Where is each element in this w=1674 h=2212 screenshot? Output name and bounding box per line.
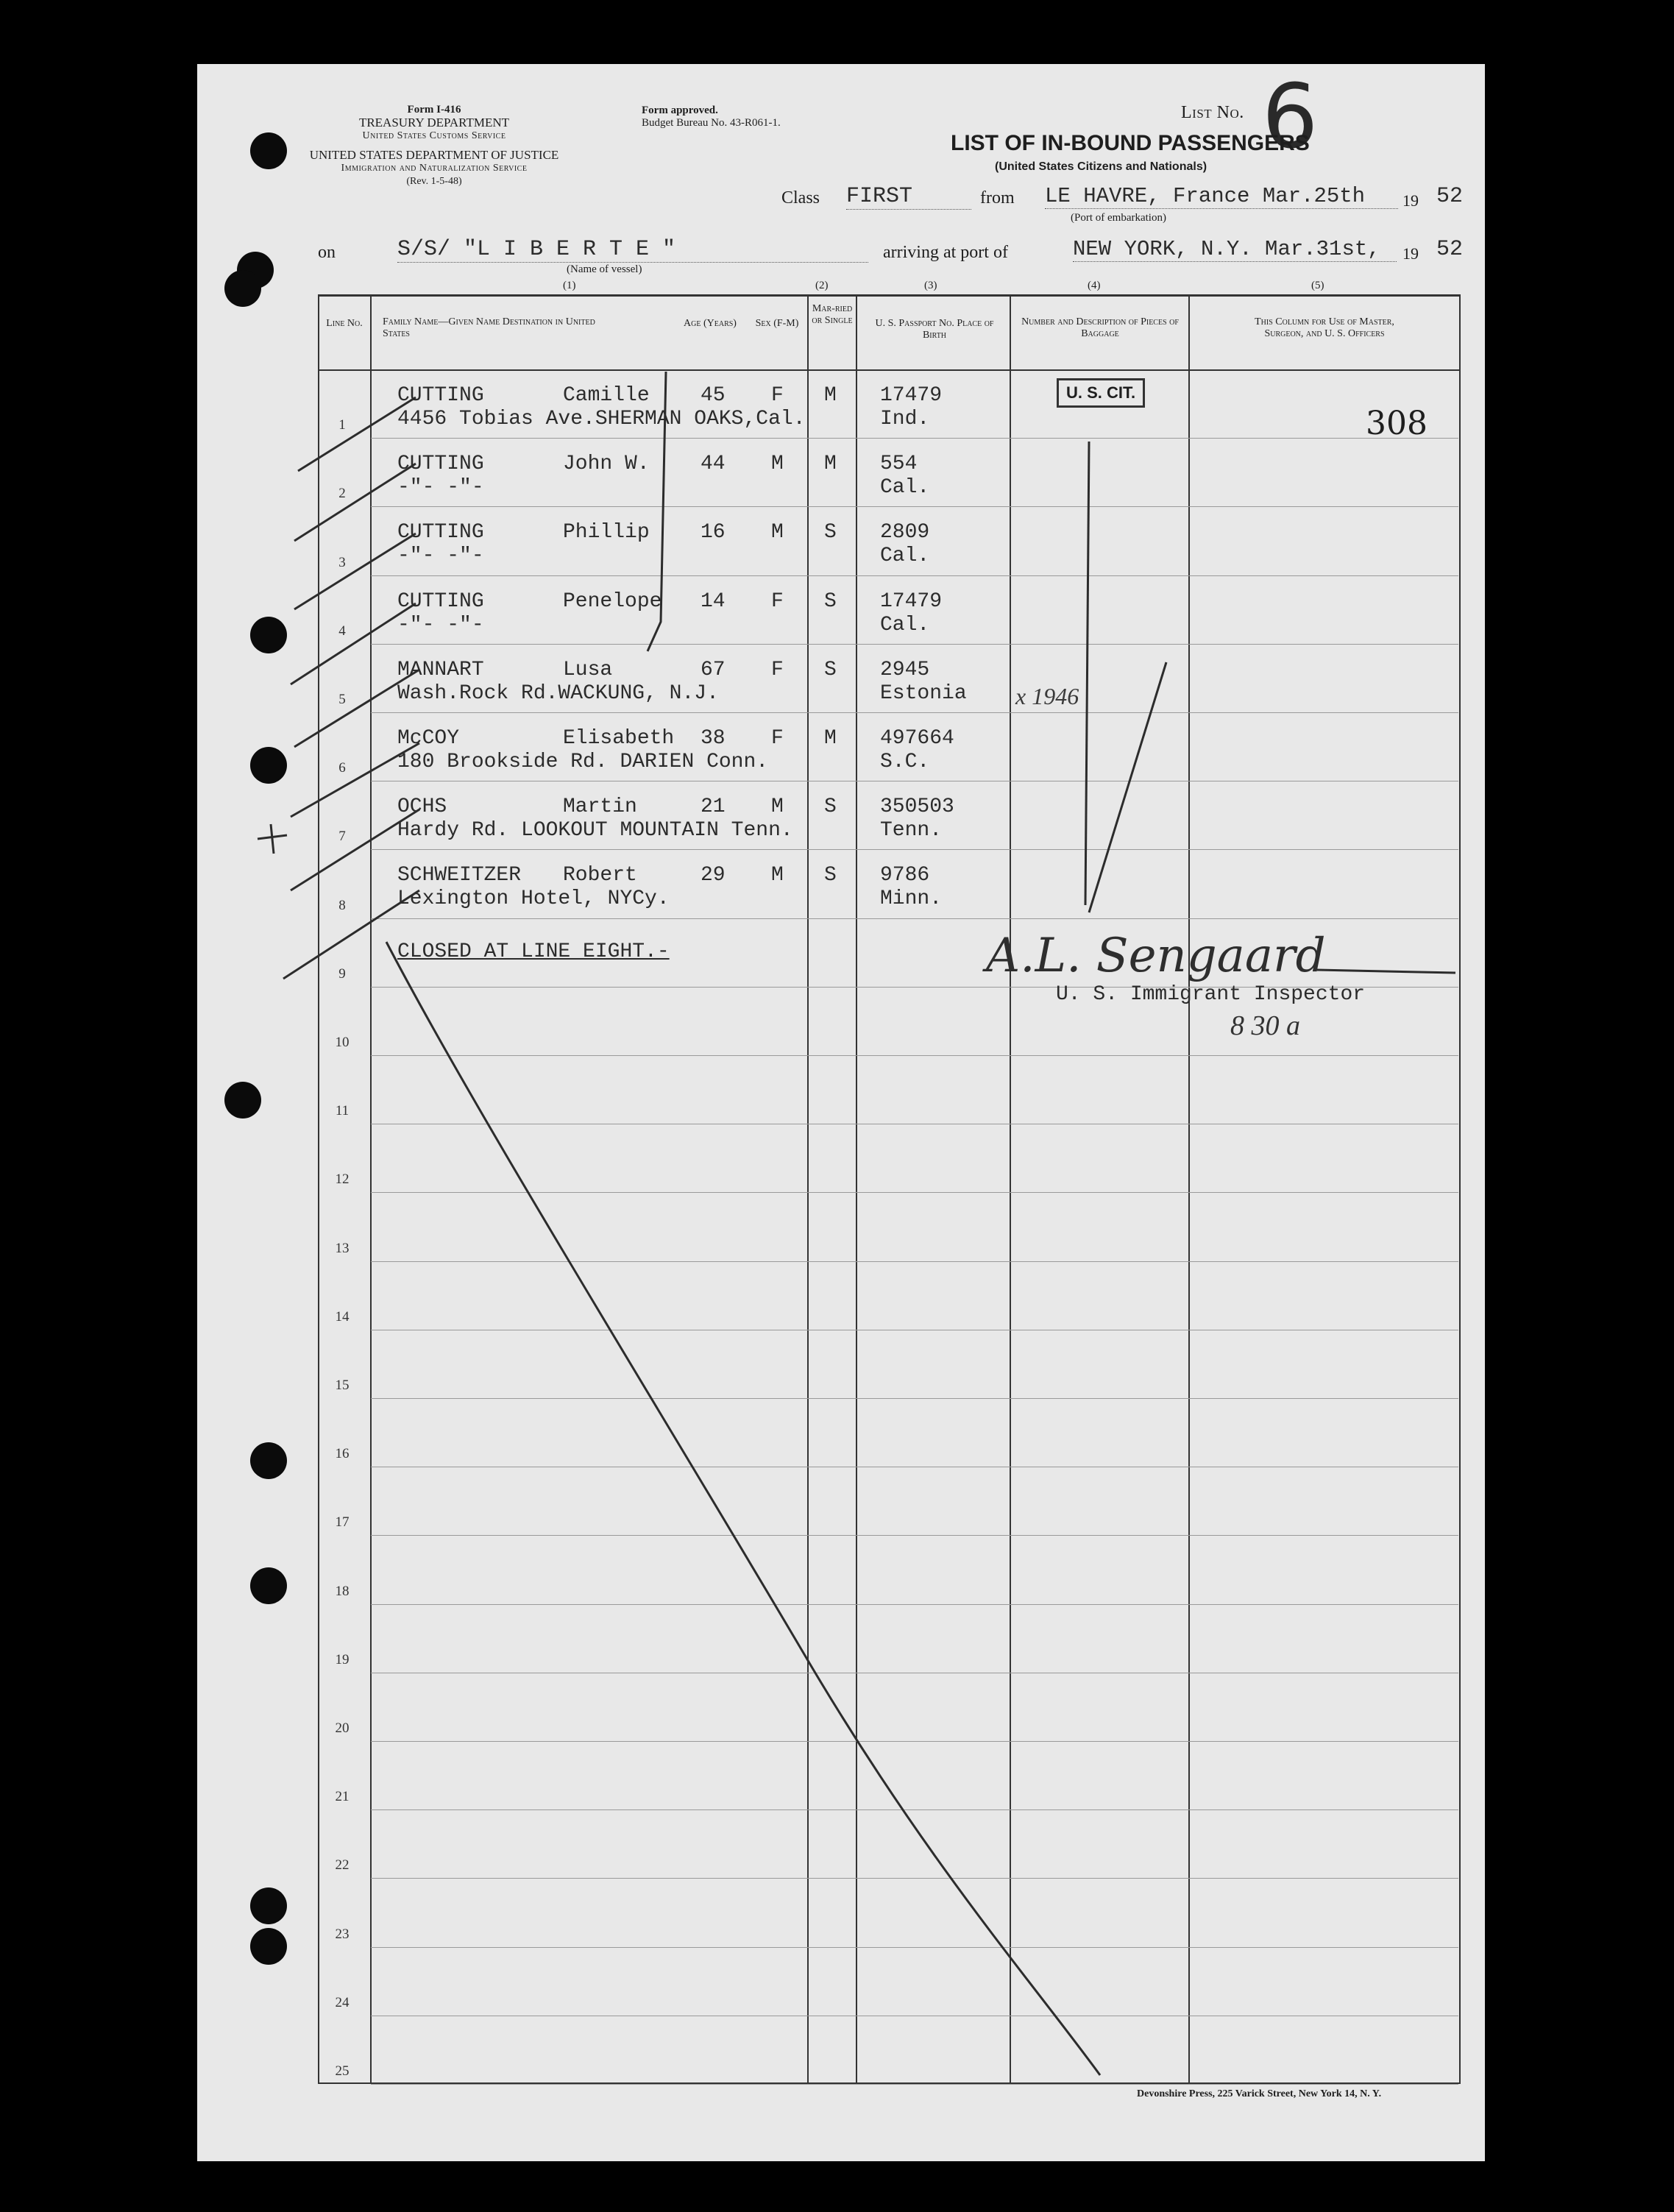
line-number: 20 <box>335 1720 350 1736</box>
sex: M <box>771 453 784 476</box>
age: 67 <box>701 658 726 681</box>
sex: M <box>771 795 784 819</box>
given-name: Elisabeth <box>563 727 675 750</box>
header-sex: Sex (F-M) <box>755 318 799 329</box>
signature-underline <box>1317 970 1455 973</box>
justice-label: UNITED STATES DEPARTMENT OF JUSTICE <box>309 148 559 162</box>
column-number: (3) <box>924 280 937 291</box>
line-number: 10 <box>335 1035 350 1050</box>
inspector-signature: A.L. Sengaard <box>986 929 1326 983</box>
document-subtitle: (United States Citizens and Nationals) <box>995 160 1207 173</box>
tick-mark <box>1089 662 1166 912</box>
header-age: Age (Years) <box>684 318 737 329</box>
plus-mark <box>258 824 287 854</box>
line-number: 11 <box>335 1103 350 1119</box>
given-name: John W. <box>563 453 650 476</box>
officer-number: 308 <box>1366 405 1427 442</box>
line-number: 1 <box>338 417 346 433</box>
budget-bureau: Budget Bureau No. 43-R061-1. <box>642 117 781 129</box>
treasury-label: TREASURY DEPARTMENT <box>358 116 510 130</box>
marital-status: S <box>824 658 837 681</box>
passport-number: 9786 <box>880 864 930 887</box>
age: 14 <box>701 589 726 613</box>
line-number: 5 <box>338 692 346 707</box>
family-name: MANNART <box>397 658 484 681</box>
line-number: 25 <box>335 2063 350 2079</box>
line-number: 2 <box>338 486 346 502</box>
year-prefix: 19 <box>1402 191 1419 210</box>
place-of-birth: Estonia <box>880 681 967 705</box>
check-mark <box>294 533 416 609</box>
list-number: 6 <box>1262 66 1319 169</box>
header-passport: U. S. Passport No. Place of Birth <box>875 318 994 341</box>
sex: F <box>771 384 784 407</box>
from-label: from <box>980 188 1015 208</box>
age: 16 <box>701 521 726 545</box>
line-number: 21 <box>335 1789 350 1805</box>
line-number: 14 <box>335 1308 350 1325</box>
line-number: 17 <box>335 1514 350 1531</box>
check-mark <box>294 670 419 747</box>
family-name: McCOY <box>397 727 460 750</box>
closing-diagonal-line <box>386 942 1100 2075</box>
line-number: 19 <box>335 1651 350 1667</box>
given-name: Penelope <box>563 589 662 613</box>
line-number: 3 <box>338 554 346 570</box>
destination: -"- -"- <box>397 545 484 568</box>
document-title: LIST OF IN-BOUND PASSENGERS <box>951 131 1310 155</box>
printer-credit: Devonshire Press, 225 Varick Street, New York 14, N. Y. <box>1137 2088 1382 2099</box>
line-number: 23 <box>335 1926 350 1942</box>
vessel-caption: (Name of vessel) <box>567 263 642 275</box>
us-citizen-stamp: U. S. CIT. <box>1057 378 1145 408</box>
family-name: CUTTING <box>397 453 484 476</box>
sex: F <box>771 658 784 681</box>
column-number: (5) <box>1311 280 1324 291</box>
place-of-birth: Cal. <box>880 476 930 500</box>
header-line-no: Line No. <box>326 318 363 329</box>
age: 21 <box>701 795 726 819</box>
passport-number: 350503 <box>880 795 954 819</box>
closed-note: CLOSED AT LINE EIGHT.- <box>397 940 670 963</box>
age: 44 <box>701 453 726 476</box>
passport-number: 497664 <box>880 727 954 750</box>
line-number: 16 <box>335 1446 350 1462</box>
tick-mark <box>1085 442 1089 905</box>
column-number: (2) <box>815 280 829 291</box>
header-name: Family Name—Given Name Destination in United States <box>383 316 595 339</box>
age: 29 <box>701 864 726 887</box>
destination: -"- -"- <box>397 613 484 637</box>
arrival-year: 52 <box>1436 237 1464 262</box>
header-married: Mar-ried or Single <box>812 303 853 326</box>
marital-status: M <box>824 727 837 750</box>
list-no-label: List No. <box>1181 103 1244 122</box>
year-prefix: 19 <box>1402 244 1419 263</box>
destination: Wash.Rock Rd.WACKUNG, N.J. <box>397 681 719 705</box>
customs-label: United States Customs Service <box>362 130 506 141</box>
given-name: Martin <box>563 795 637 819</box>
age: 38 <box>701 727 726 750</box>
marital-status: S <box>824 589 837 613</box>
marital-status: M <box>824 384 837 407</box>
column-number: (4) <box>1088 280 1101 291</box>
passport-number: 17479 <box>880 384 943 407</box>
baggage-note: x 1946 <box>1015 683 1079 709</box>
family-name: CUTTING <box>397 384 484 407</box>
on-label: on <box>318 243 336 262</box>
family-name: SCHWEITZER <box>397 864 522 887</box>
place-of-birth: Cal. <box>880 545 930 568</box>
from-value: LE HAVRE, France Mar.25th <box>1045 184 1398 209</box>
check-mark <box>291 809 419 890</box>
destination: 4456 Tobias Ave.SHERMAN OAKS,Cal. <box>397 408 806 430</box>
given-name: Robert <box>563 864 637 887</box>
arrival-value: NEW YORK, N.Y. Mar.31st, <box>1073 237 1397 262</box>
form-number: Form I-416 <box>407 104 461 116</box>
form-approved: Form approved. <box>642 104 718 116</box>
arriving-label: arriving at port of <box>883 243 1008 262</box>
marital-status: S <box>824 864 837 887</box>
place-of-birth: Tenn. <box>880 819 943 843</box>
line-number: 8 <box>338 897 346 913</box>
place-of-birth: Minn. <box>880 887 943 911</box>
vessel-name: S/S/ "L I B E R T E " <box>397 237 868 263</box>
destination: 180 Brookside Rd. DARIEN Conn. <box>397 751 769 773</box>
passport-number: 2945 <box>880 658 930 681</box>
marital-status: S <box>824 795 837 819</box>
revision-label: (Rev. 1-5-48) <box>406 176 462 187</box>
inspector-time: 8 30 a <box>1230 1010 1300 1041</box>
bracket-mark <box>648 372 666 651</box>
class-label: Class <box>781 188 820 208</box>
class-value: FIRST <box>846 184 971 210</box>
destination: Hardy Rd. LOOKOUT MOUNTAIN Tenn. <box>397 819 793 843</box>
family-name: CUTTING <box>397 521 484 545</box>
header-baggage: Number and Description of Pieces of Baggage <box>1021 316 1179 339</box>
passport-number: 2809 <box>880 521 930 545</box>
sex: F <box>771 589 784 613</box>
sex: M <box>771 864 784 887</box>
place-of-birth: Ind. <box>880 408 930 430</box>
line-number: 18 <box>335 1583 350 1599</box>
line-number: 4 <box>338 623 346 639</box>
line-number: 15 <box>335 1378 350 1393</box>
given-name: Camille <box>563 384 650 407</box>
column-number: (1) <box>563 280 576 291</box>
inspector-title: U. S. Immigrant Inspector <box>1056 983 1366 1006</box>
from-year: 52 <box>1436 184 1464 209</box>
ins-label: Immigration and Naturalization Service <box>341 163 528 174</box>
check-mark <box>298 397 416 471</box>
line-number: 24 <box>335 1994 350 2010</box>
passport-number: 17479 <box>880 589 943 613</box>
line-number: 7 <box>338 829 346 845</box>
line-number: 9 <box>338 965 346 982</box>
family-name: CUTTING <box>397 589 484 613</box>
age: 45 <box>701 384 726 407</box>
line-number: 6 <box>338 760 346 776</box>
port-caption: (Port of embarkation) <box>1071 212 1166 224</box>
header-officers: This Column for Use of Master, Surgeon, and U. S. Officers <box>1255 316 1394 339</box>
marital-status: S <box>824 521 837 545</box>
check-mark <box>294 464 416 541</box>
place-of-birth: S.C. <box>880 751 930 773</box>
line-number: 13 <box>335 1240 350 1256</box>
check-mark <box>291 603 416 684</box>
sex: M <box>771 521 784 545</box>
line-number: 12 <box>335 1171 350 1188</box>
destination: -"- -"- <box>397 476 484 500</box>
check-mark <box>291 743 419 817</box>
marital-status: M <box>824 453 837 476</box>
given-name: Lusa <box>563 658 613 681</box>
passport-number: 554 <box>880 453 918 476</box>
line-number: 22 <box>335 1857 350 1874</box>
given-name: Phillip <box>563 521 650 545</box>
destination: Lexington Hotel, NYCy. <box>397 887 670 911</box>
place-of-birth: Cal. <box>880 613 930 637</box>
sex: F <box>771 727 784 750</box>
family-name: OCHS <box>397 795 447 819</box>
